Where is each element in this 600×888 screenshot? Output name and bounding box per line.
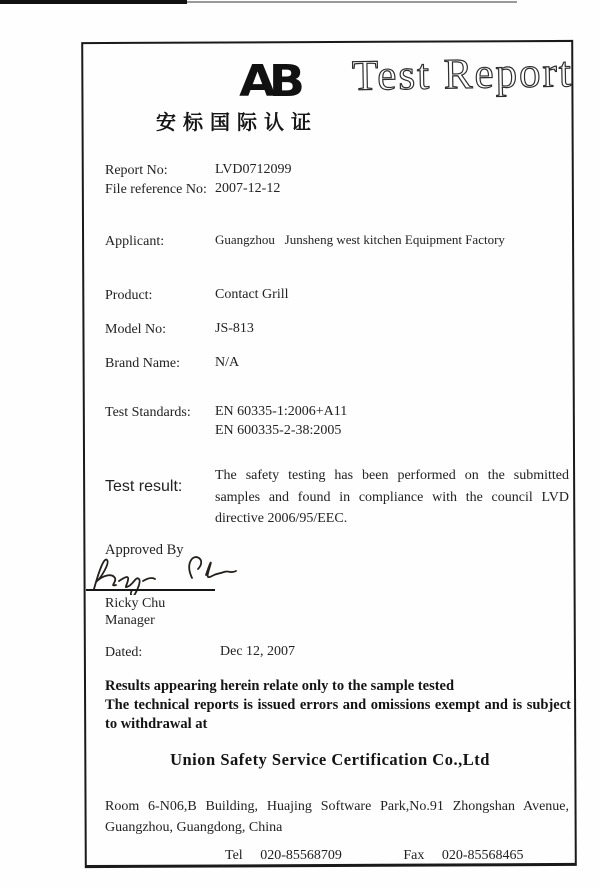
dated-value: Dec 12, 2007 <box>220 644 296 659</box>
scan-artifact-bar <box>0 0 187 4</box>
company-name: Union Safety Service Certification Co.,Ltd <box>170 750 490 769</box>
applicant-label: Applicant: <box>105 234 165 249</box>
model-no-value: JS-813 <box>215 321 254 336</box>
test-result-label: Test result: <box>105 478 183 495</box>
product-value: Contact Grill <box>215 287 289 302</box>
logo-chinese-text: 安标国际认证 <box>156 110 318 134</box>
signature-line <box>86 589 215 591</box>
certification-logo <box>142 56 332 135</box>
fax-number: 020-85568465 <box>441 848 524 863</box>
product-label: Product: <box>105 288 153 303</box>
fax-label: Fax <box>403 848 425 863</box>
test-standards-label: Test Standards: <box>105 405 191 420</box>
applicant-value: Guangzhou Junsheng west kitchen Equipment Factory <box>215 232 505 247</box>
test-standard-1: EN 60335-1:2006+A11 <box>215 404 348 419</box>
test-result-text: The safety testing has been performed on the submitted samples and found in compliance with the council LVD directive 2006/95/EEC. <box>215 468 569 526</box>
model-no-label: Model No: <box>105 322 167 337</box>
tel-number: 020-85568709 <box>260 848 342 863</box>
brand-name-label: Brand Name: <box>105 356 181 371</box>
report-no-value: LVD0712099 <box>215 162 292 177</box>
disclaimer-line-2: The technical reports is issued errors and omissions exempt and is subject to withdrawal at <box>105 697 571 732</box>
test-standard-2: EN 600335-2-38:2005 <box>215 423 342 438</box>
page-title: Test Report <box>351 49 574 100</box>
tel-label: Tel <box>225 848 243 863</box>
file-ref-value: 2007-12-12 <box>215 181 281 196</box>
report-no-label: Report No: <box>105 163 168 178</box>
disclaimer-line-1: Results appearing herein relate only to the sample tested <box>105 678 455 694</box>
scan-artifact-line <box>187 1 517 3</box>
approver-title: Manager <box>105 613 155 628</box>
contact-line <box>225 848 524 864</box>
approved-by-label: Approved By <box>105 542 184 558</box>
company-address: Room 6-N06,B Building, Huajing Software Park,No.91 Zhongshan Avenue, Guangzhou, Guangdong, China <box>105 799 569 835</box>
brand-name-value: N/A <box>215 355 240 370</box>
file-ref-label: File reference No: <box>105 182 207 197</box>
approver-name: Ricky Chu <box>105 596 166 611</box>
logo-ab-mark: AB <box>239 56 298 107</box>
dated-label: Dated: <box>105 645 143 660</box>
